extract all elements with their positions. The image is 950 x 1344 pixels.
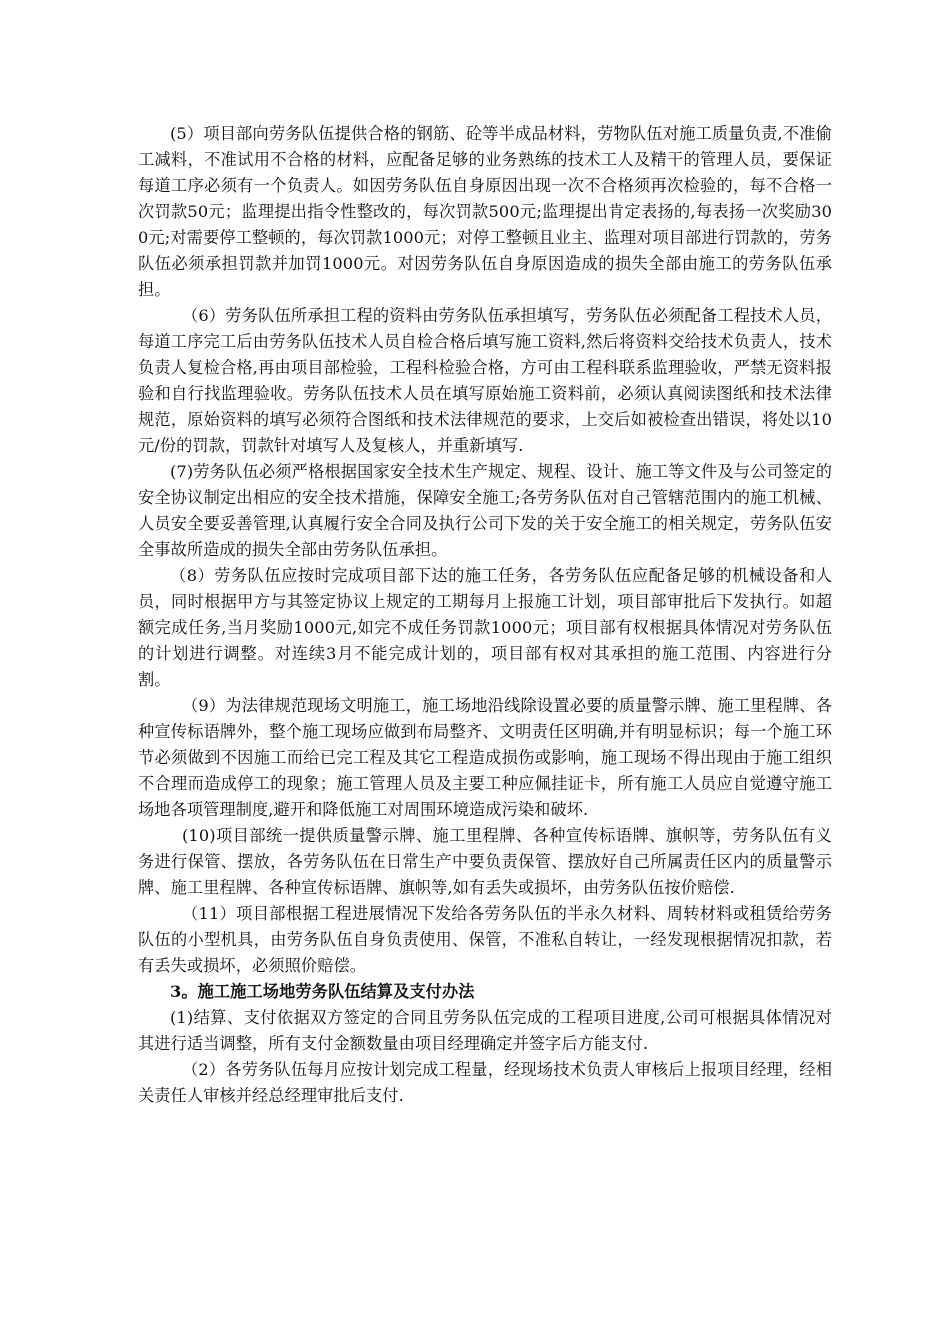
paragraph-item-7: (7)劳务队伍必须严格根据国家安全技术生产规定、规程、设计、施工等文件及与公司签定的安全协议制定出相应的安全技术措施，保障安全施工;各劳务队伍对自己管辖范围内的施工机械、人员安全要妥善管理,认真履行安全合同及执行公司下发的关于安全施工的相关规定，劳务队伍安全事故所造成的损失全部由劳务队伍承担。 [138,462,832,559]
paragraph-item-8: （8）劳务队伍应按时完成项目部下达的施工任务，各劳务队伍应配备足够的机械设备和人员，同时根据甲方与其签定协议上规定的工期每月上报施工计划，项目部审批后下发执行。如超额完成任务,当月奖励1000元,如完不成任务罚款1000元；项目部有权根据具体情况对劳务队伍的计划进行调整。对连续3月不能完成计划的，项目部有权对其承担的施工范围、内容进行分割。 [138,566,832,689]
section-paragraph-1: (1)结算、支付依据双方签定的合同且劳务队伍完成的工程项目进度,公司可根据具体情况对其进行适当调整，所有支付金额数量由项目经理确定并签字后方能支付. [138,1008,832,1053]
section-paragraph-2: （2）各劳务队伍每月应按计划完成工程量，经现场技术负责人审核后上报项目经理，经相关责任人审核并经总经理审批后支付. [138,1060,832,1105]
paragraph-item-5: (5）项目部向劳务队伍提供合格的钢筋、砼等半成品材料，劳物队伍对施工质量负责,不准偷工减料，不准试用不合格的材料，应配备足够的业务熟练的技术工人及精干的管理人员，要保证每道工序必须有一个负责人。如因劳务队伍自身原因出现一次不合格须再次检验的，每不合格一次罚款50元；监理提出指令性整改的，每次罚款500元;监理提出肯定表扬的,每表扬一次奖励300元;对需要停工整顿的，每次罚款1000元；对停工整顿且业主、监理对项目部进行罚款的，劳务队伍必须承担罚款并加罚1000元。对因劳务队伍自身原因造成的损失全部由施工的劳务队伍承担。 [138,124,832,299]
paragraph-item-9: （9）为法律规范现场文明施工，施工场地沿线除设置必要的质量警示牌、施工里程牌、各种宣传标语牌外，整个施工现场应做到布局整齐、文明责任区明确,并有明显标识；每一个施工环节必须做到不因施工而给已完工程及其它工程造成损伤或影响，施工现场不得出现由于施工组织不合理而造成停工的现象；施工管理人员及主要工种应佩挂证卡，所有施工人员应自觉遵守施工场地各项管理制度,避开和降低施工对周围环境造成污染和破坏. [138,696,832,819]
section-heading: 3。施工施工场地劳务队伍结算及支付办法 [170,982,475,1001]
document-page [138,121,832,1109]
paragraph-item-11: （11）项目部根据工程进展情况下发给各劳务队伍的半永久材料、周转材料或租赁给劳务队伍的小型机具，由劳务队伍自身负责使用、保管，不准私自转让，一经发现根据情况扣款，若有丢失或损坏，必须照价赔偿。 [138,904,832,975]
paragraph-item-6: （6）劳务队伍所承担工程的资料由劳务队伍承担填写，劳务队伍必须配备工程技术人员，每道工序完工后由劳务队伍技术人员自检合格后填写施工资料,然后将资料交给技术负责人，技术负责人复检合格,再由项目部检验，工程科检验合格，方可由工程科联系监理验收，严禁无资料报验和自行找监理验收。劳务队伍技术人员在填写原始施工资料前，必须认真阅读图纸和技术法律规范，原始资料的填写必须符合图纸和技术法律规范的要求，上交后如被检查出错误，将处以10元/份的罚款，罚款针对填写人及复核人，并重新填写. [138,306,832,455]
paragraph-item-10: (10)项目部统一提供质量警示牌、施工里程牌、各种宣传标语牌、旗帜等，劳务队伍有义务进行保管、摆放，各劳务队伍在日常生产中要负责保管、摆放好自己所属责任区内的质量警示牌、施工里程牌、各种宣传标语牌、旗帜等,如有丢失或损坏，由劳务队伍按价赔偿. [138,826,832,897]
